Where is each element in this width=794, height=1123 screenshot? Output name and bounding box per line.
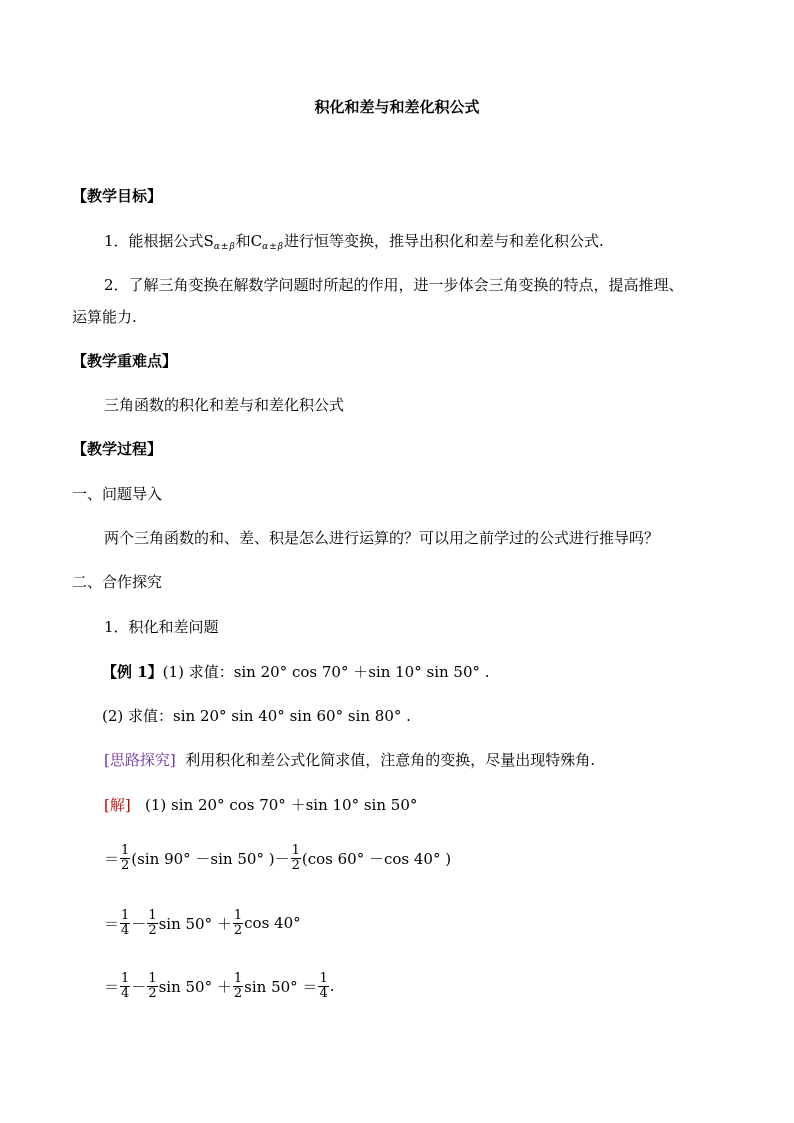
denominator: 2 — [233, 922, 243, 938]
key-heading: 【教学重难点】 — [72, 352, 178, 370]
numerator: 1 — [233, 907, 243, 923]
hint-text: 利用积化和差公式化简求值，注意角的变换，尽量出现特殊角. — [185, 751, 596, 769]
denominator: 2 — [233, 985, 243, 1001]
eq1-term-b: (cos 60° －cos 40° ) — [301, 849, 452, 868]
eq2-term-a: sin 50° ＋ — [158, 914, 232, 933]
minus-sign: － — [274, 849, 290, 868]
part-1-text: 两个三角函数的和、差、积是怎么进行运算的？可以用之前学过的公式进行推导吗？ — [104, 529, 660, 547]
key-text: 三角函数的积化和差与和差化积公式 — [104, 396, 345, 414]
fraction-half — [233, 972, 243, 1001]
solution-label: [解] — [104, 796, 131, 814]
numerator: 1 — [121, 907, 130, 923]
formula-s: S — [203, 232, 214, 250]
formula-c: C — [250, 232, 263, 250]
fraction-half — [233, 909, 243, 938]
denominator: 4 — [319, 985, 328, 1001]
numerator: 1 — [148, 970, 157, 986]
equation-1 — [104, 838, 451, 878]
denominator: 2 — [148, 985, 157, 1001]
equals-sign: ＝ — [104, 914, 120, 933]
solution-line-1 — [104, 795, 417, 815]
period: . — [329, 977, 335, 995]
numerator: 1 — [121, 842, 130, 858]
denominator: 2 — [121, 857, 130, 873]
goal-1-suffix: 进行恒等变换，推导出积化和差与和差化积公式. — [283, 232, 604, 250]
example-1-label: 【例 1】 — [102, 663, 163, 681]
goal-2-line-2: 运算能力. — [72, 308, 137, 326]
denominator: 2 — [148, 922, 157, 938]
goal-1-prefix: 1．能根据公式 — [104, 232, 204, 250]
equals-sign: ＝ — [104, 849, 120, 868]
eq3-term-b: sin 50° ＝ — [244, 977, 318, 996]
fraction-quarter — [120, 972, 130, 1001]
fraction-half — [147, 972, 157, 1001]
solution-text: (1) sin 20° cos 70° ＋sin 10° sin 50° — [145, 796, 418, 814]
part-1-heading: 一、问题导入 — [72, 485, 163, 503]
equals-sign: ＝ — [104, 977, 120, 996]
fraction-quarter — [318, 972, 328, 1001]
fraction-half — [147, 909, 157, 938]
fraction-half — [120, 844, 130, 873]
numerator: 1 — [148, 907, 157, 923]
goals-heading: 【教学目标】 — [72, 187, 163, 205]
formula-s-subscript: α±β — [213, 242, 236, 252]
numerator: 1 — [121, 970, 130, 986]
example-1 — [102, 662, 490, 682]
eq2-term-b: cos 40° — [244, 914, 301, 932]
denominator: 4 — [121, 985, 130, 1001]
formula-c-subscript: α±β — [262, 242, 284, 252]
minus-sign: － — [131, 914, 147, 933]
eq3-term-a: sin 50° ＋ — [158, 977, 232, 996]
equation-3 — [104, 966, 335, 1006]
goal-2-line-1: 2．了解三角变换在解数学问题时所起的作用，进一步体会三角变换的特点，提高推理、 — [104, 276, 684, 294]
minus-sign: － — [131, 977, 147, 996]
part-2-heading: 二、合作探究 — [72, 573, 163, 591]
denominator: 4 — [121, 922, 130, 938]
eq1-term-a: (sin 90° －sin 50° ) — [131, 849, 275, 868]
fraction-quarter — [120, 909, 130, 938]
process-heading: 【教学过程】 — [72, 440, 163, 458]
denominator: 2 — [291, 857, 300, 873]
hint — [104, 750, 595, 770]
sub-section-1: 1．积化和差问题 — [104, 618, 219, 636]
numerator: 1 — [319, 970, 328, 986]
numerator: 1 — [233, 970, 243, 986]
numerator: 1 — [291, 842, 300, 858]
hint-label: [思路探究] — [104, 751, 176, 769]
equation-2 — [104, 903, 301, 943]
goal-1-and: 和 — [235, 232, 251, 250]
example-1-q1: (1) 求值：sin 20° cos 70° ＋sin 10° sin 50° . — [162, 663, 490, 681]
goal-1 — [104, 231, 604, 257]
example-1-q2: (2) 求值：sin 20° sin 40° sin 60° sin 80° . — [102, 707, 411, 725]
page-title: 积化和差与和差化积公式 — [314, 98, 480, 116]
fraction-half — [291, 844, 301, 873]
